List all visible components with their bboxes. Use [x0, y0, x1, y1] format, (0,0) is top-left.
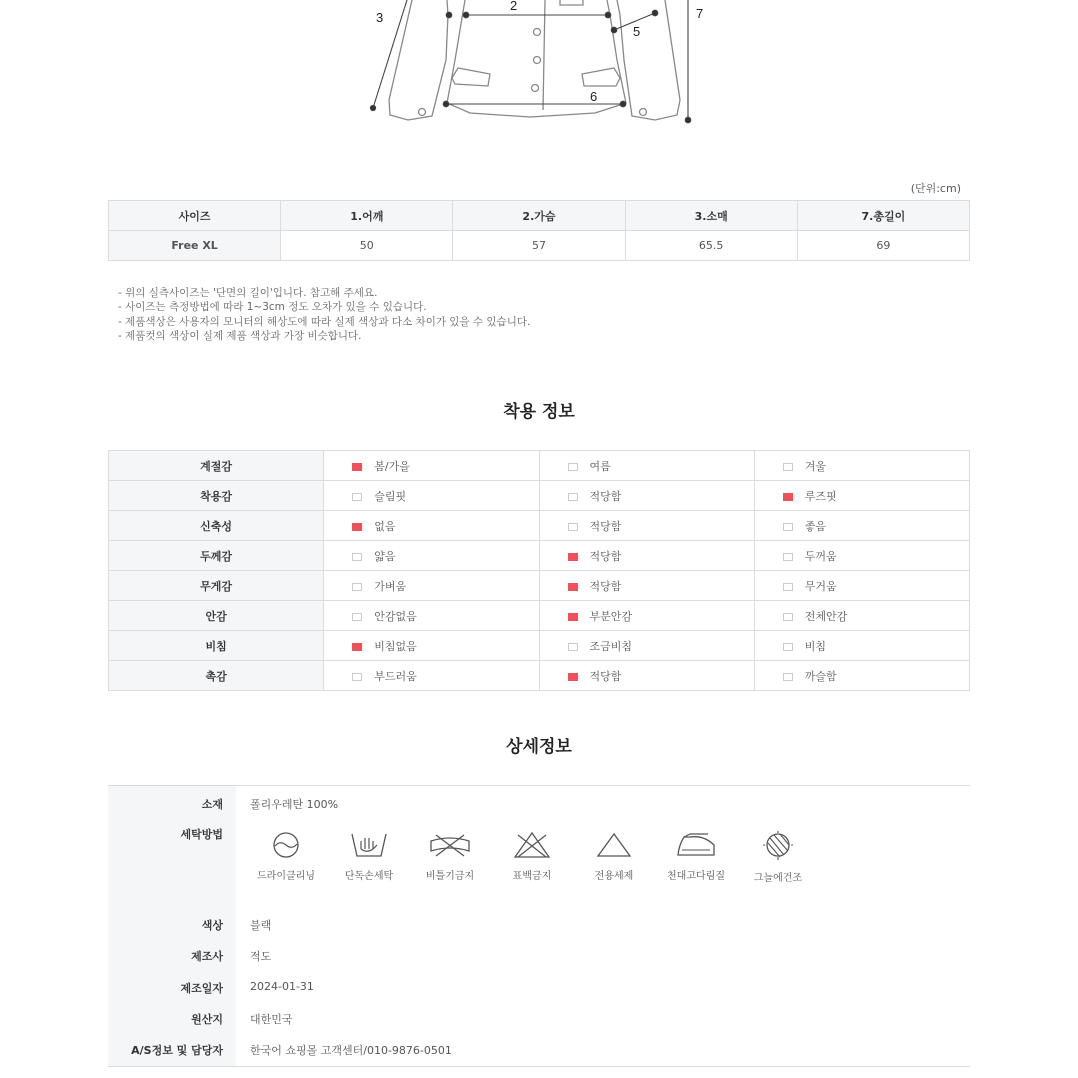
wear-option: [754, 571, 969, 601]
as-info-label: A/S정보 및 담당자: [131, 1044, 223, 1057]
wear-option: [539, 571, 754, 601]
checkbox-empty-icon: [783, 583, 793, 591]
size-table-row: [109, 231, 970, 261]
wear-option: [539, 601, 754, 631]
shade-dry-icon: [756, 831, 800, 861]
wear-row: [109, 481, 970, 511]
size-header-chest: 2.가슴: [453, 201, 625, 231]
detail-info-table: [108, 785, 970, 1067]
wash-item-label: 비틀기금지: [425, 871, 475, 882]
origin-label: 원산지: [191, 1013, 223, 1026]
wear-option: [754, 661, 969, 691]
unit-label: (단위:cm): [910, 182, 961, 195]
wear-info-table: [108, 450, 970, 691]
checkbox-empty-icon: [568, 493, 578, 501]
wash-item-label: 단독손세탁: [344, 871, 394, 882]
wear-row: [109, 571, 970, 601]
diagram-label-2: 2: [510, 0, 518, 13]
checkbox-checked-icon: [352, 463, 362, 471]
size-value-chest: 57: [453, 231, 625, 261]
wash-item: [492, 831, 572, 882]
wear-option: [539, 541, 754, 571]
size-table-header: [109, 201, 970, 231]
wash-item: [574, 831, 654, 882]
manufacturer-value: 적도: [250, 950, 272, 963]
wear-row-label: 무게감: [109, 571, 324, 601]
size-name: Free XL: [109, 231, 281, 261]
wear-row-label: 계절감: [109, 451, 324, 481]
size-note: - 사이즈는 측정방법에 따라 1~3cm 정도 오차가 있을 수 있습니다.: [118, 301, 427, 314]
checkbox-empty-icon: [352, 583, 362, 591]
no-bleach-icon: [512, 831, 552, 859]
wear-option-label: 전체안감: [804, 609, 848, 623]
wear-option-label: 비침: [804, 639, 827, 653]
wear-row: [109, 511, 970, 541]
size-value-length: 69: [797, 231, 969, 261]
checkbox-checked-icon: [352, 523, 362, 531]
size-notes: [118, 286, 530, 343]
wear-row-label: 두께감: [109, 541, 324, 571]
wear-option-label: 여름: [589, 459, 611, 473]
checkbox-empty-icon: [352, 613, 362, 621]
wear-option-label: 적당함: [589, 489, 622, 503]
wear-option: [324, 601, 539, 631]
wear-option: [539, 511, 754, 541]
wash-item: [329, 831, 409, 882]
wear-row-label: 촉감: [109, 661, 324, 691]
wear-option: [754, 511, 969, 541]
wear-option: [539, 451, 754, 481]
material-value: 폴리우레탄 100%: [250, 798, 339, 811]
wear-option: [324, 481, 539, 511]
detail-info-title: 상세정보: [506, 737, 572, 757]
wear-option-label: 적당함: [589, 549, 622, 563]
wear-option-label: 가벼움: [374, 579, 407, 593]
no-wring-icon: [428, 831, 472, 859]
size-header-size: 사이즈: [109, 201, 281, 231]
wear-info-title: 착용 정보: [503, 402, 575, 422]
wear-row: [109, 631, 970, 661]
wear-option-label: 슬림핏: [374, 489, 407, 503]
checkbox-empty-icon: [783, 553, 793, 561]
wear-row-label: 착용감: [109, 481, 324, 511]
wash-item: [246, 831, 326, 882]
color-value: 블랙: [250, 919, 272, 932]
size-value-sleeve: 65.5: [625, 231, 797, 261]
wear-option-label: 안감없음: [374, 609, 417, 623]
wear-option-label: 없음: [374, 519, 396, 533]
wear-option-label: 무거움: [804, 579, 837, 593]
wash-item-label: 그늘에건조: [753, 873, 803, 884]
checkbox-checked-icon: [352, 643, 362, 651]
hand-wash-icon: [349, 831, 389, 859]
wear-option-label: 봄/가을: [374, 459, 410, 473]
wear-option: [754, 481, 969, 511]
checkbox-empty-icon: [568, 463, 578, 471]
as-info-value: 한국어 쇼핑몰 고객센터/010-9876-0501: [250, 1044, 452, 1057]
wash-item: [738, 831, 818, 884]
wear-option-label: 적당함: [589, 669, 622, 683]
checkbox-checked-icon: [568, 583, 578, 591]
wear-option-label: 조금비침: [589, 639, 633, 653]
wear-row: [109, 661, 970, 691]
wear-option: [324, 511, 539, 541]
wash-label: 세탁방법: [180, 828, 223, 841]
wear-option-label: 부드러움: [374, 669, 417, 683]
checkbox-empty-icon: [783, 613, 793, 621]
wear-option-label: 비침없음: [374, 639, 417, 653]
wear-option-label: 얇음: [374, 549, 396, 563]
wear-row: [109, 601, 970, 631]
wear-option-label: 부분안감: [589, 609, 633, 623]
wash-item: [410, 831, 490, 882]
size-value-shoulder: 50: [281, 231, 453, 261]
checkbox-empty-icon: [352, 673, 362, 681]
size-header-length: 7.총길이: [797, 201, 969, 231]
wear-option: [754, 541, 969, 571]
low-iron-icon: [674, 831, 718, 859]
wear-option-label: 겨울: [804, 459, 827, 473]
wear-option: [324, 631, 539, 661]
manufacturer-label: 제조사: [191, 950, 223, 963]
wear-option: [754, 631, 969, 661]
wear-row-label: 신축성: [109, 511, 324, 541]
wear-option-label: 적당함: [589, 579, 622, 593]
wash-item-label: 전용세제: [594, 871, 634, 882]
neutral-detergent-icon: [594, 831, 634, 859]
manufacture-date-label: 제조일자: [180, 982, 223, 995]
checkbox-checked-icon: [568, 673, 578, 681]
wear-option: [539, 661, 754, 691]
wear-row: [109, 451, 970, 481]
size-note: - 제품색상은 사용자의 모니터의 해상도에 따라 실제 색상과 다소 차이가 있을 수 있습니다.: [118, 315, 531, 328]
wear-option: [324, 451, 539, 481]
wear-option: [324, 661, 539, 691]
jacket-measurement-diagram: [360, 0, 705, 130]
wear-option: [539, 481, 754, 511]
checkbox-empty-icon: [783, 643, 793, 651]
wear-option: [754, 601, 969, 631]
wear-option-label: 두꺼움: [804, 549, 837, 563]
size-header-shoulder: 1.어깨: [281, 201, 453, 231]
size-table: [108, 200, 970, 261]
wear-row: [109, 541, 970, 571]
wash-item-label: 천대고다림질: [667, 871, 725, 882]
checkbox-empty-icon: [783, 673, 793, 681]
wash-item-label: 표백금지: [512, 871, 552, 882]
checkbox-empty-icon: [352, 493, 362, 501]
wear-option-label: 까슬함: [804, 669, 837, 683]
origin-value: 대한민국: [250, 1013, 293, 1026]
size-note: - 위의 실측사이즈는 '단면의 길이'입니다. 참고해 주세요.: [118, 287, 378, 299]
wear-option: [754, 451, 969, 481]
wear-option-label: 좋음: [804, 519, 827, 533]
wash-item-label: 드라이클리닝: [257, 871, 315, 882]
checkbox-empty-icon: [352, 553, 362, 561]
wear-row-label: 안감: [109, 601, 324, 631]
checkbox-empty-icon: [568, 643, 578, 651]
material-label: 소재: [201, 798, 223, 811]
wear-option: [324, 571, 539, 601]
checkbox-checked-icon: [568, 613, 578, 621]
wash-item: [656, 831, 736, 882]
diagram-label-6: 6: [590, 89, 598, 104]
wear-option: [324, 541, 539, 571]
diagram-label-7: 7: [696, 6, 704, 21]
dry-clean-icon: [266, 831, 306, 859]
checkbox-checked-icon: [568, 553, 578, 561]
wear-option-label: 루즈핏: [804, 489, 837, 503]
wear-option-label: 적당함: [589, 519, 622, 533]
wear-option: [539, 631, 754, 661]
checkbox-empty-icon: [783, 463, 793, 471]
size-note: - 제품컷의 색상이 실제 제품 색상과 가장 비슷합니다.: [118, 329, 362, 342]
manufacture-date-value: 2024-01-31: [250, 980, 314, 993]
checkbox-checked-icon: [783, 493, 793, 501]
size-header-sleeve: 3.소매: [625, 201, 797, 231]
checkbox-empty-icon: [568, 523, 578, 531]
checkbox-empty-icon: [783, 523, 793, 531]
wear-row-label: 비침: [109, 631, 324, 661]
color-label: 색상: [201, 919, 223, 932]
diagram-label-5: 5: [633, 24, 641, 39]
diagram-label-3: 3: [376, 10, 384, 25]
